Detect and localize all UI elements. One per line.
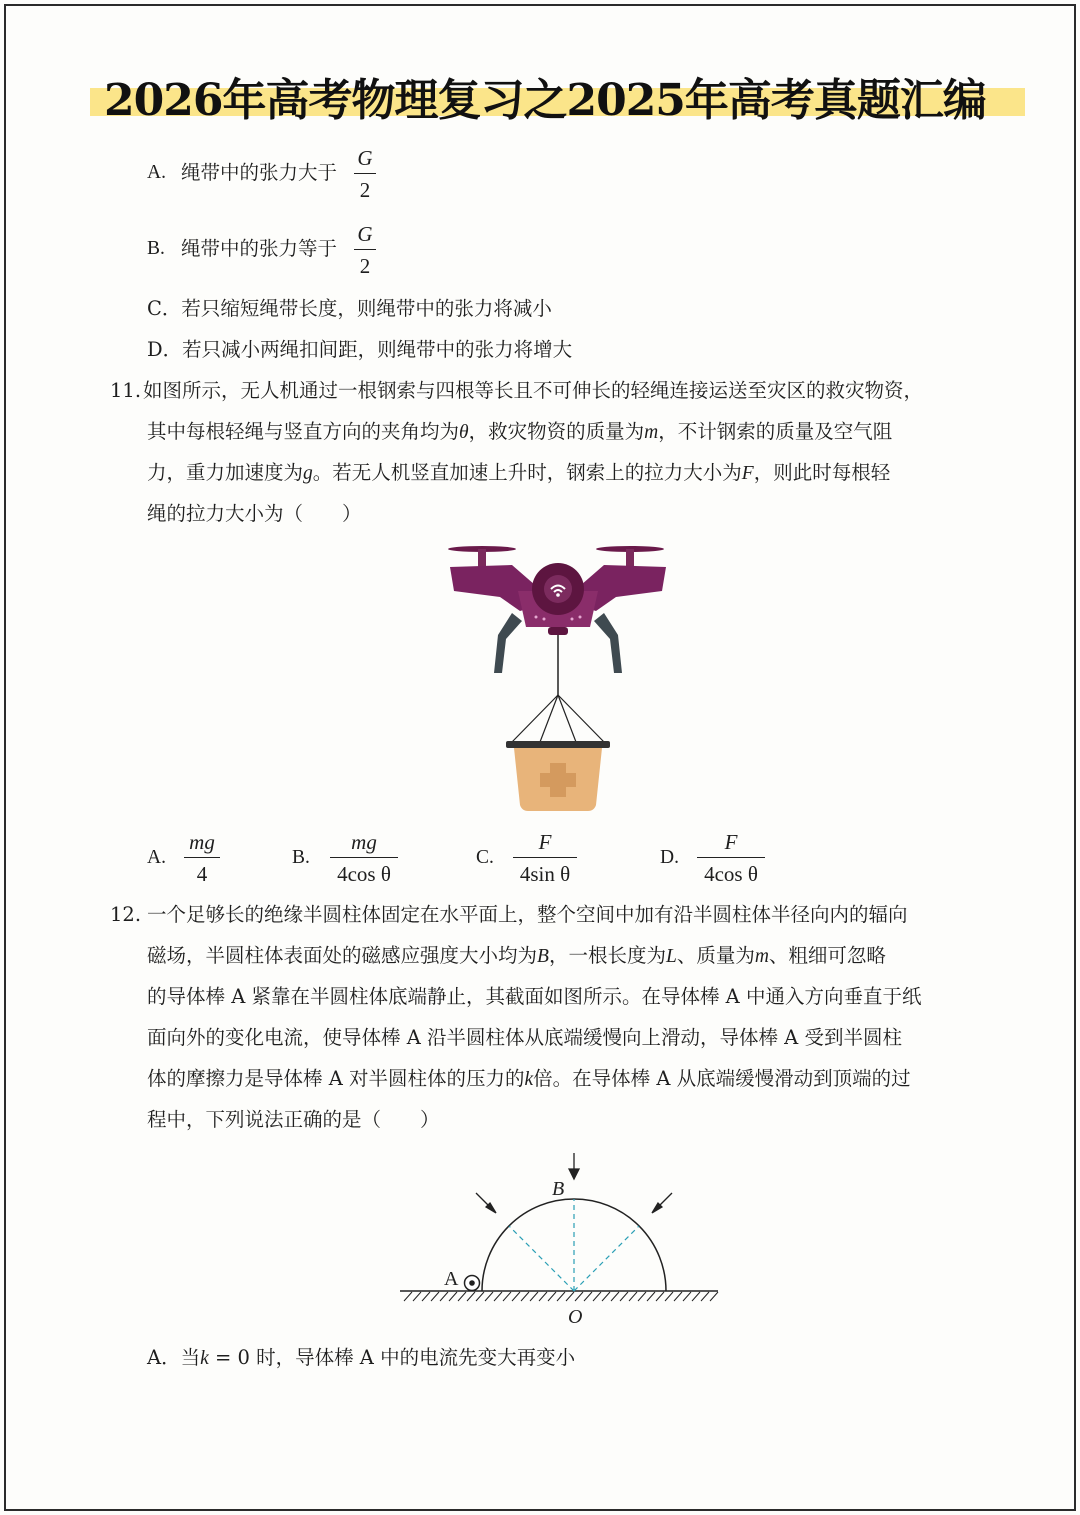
q11-line-3 (147, 461, 890, 486)
q11-option-d-fraction (697, 830, 765, 886)
fraction-numerator: F (724, 830, 738, 854)
q10-option-b-text: 绳带中的张力等于 (181, 237, 338, 260)
fraction-numerator: F (538, 830, 552, 854)
var-F: F (741, 463, 754, 484)
var-g: g (303, 463, 313, 484)
text-span: 其中每根轻绳与竖直方向的夹角均为 (147, 420, 460, 443)
text-span: ，救灾物资的质量为 (468, 420, 645, 443)
var-m: m (644, 422, 659, 443)
text-span: 倍。在导体棒 A 从底端缓慢滑动到顶端的过 (533, 1067, 911, 1090)
fraction-denominator: 4 (196, 862, 208, 886)
text-span: 、质量为 (676, 944, 755, 967)
fraction-bar (697, 857, 765, 858)
q11-number: 11. (110, 379, 142, 402)
text-span: A．当 (147, 1346, 201, 1369)
label-a: A (444, 1268, 459, 1290)
text-span: ，不计钢索的质量及空气阻 (658, 420, 893, 443)
fraction-numerator: mg (189, 830, 215, 854)
label-b: B (552, 1178, 565, 1200)
text-span: 力，重力加速度为 (147, 461, 304, 484)
var-B: B (537, 946, 549, 967)
q11-option-d-label: D. (660, 847, 679, 868)
q12-line-1: 一个足够长的绝缘半圆柱体固定在水平面上，整个空间中加有沿半圆柱体半径向内的辐向 (147, 903, 908, 926)
q12-line-5 (147, 1067, 911, 1092)
fraction-bar (354, 249, 376, 250)
text-span: ，一根长度为 (548, 944, 666, 967)
q10-option-a-fraction (354, 146, 376, 202)
q11-line-2 (147, 420, 892, 445)
q11-line-1: 如图所示，无人机通过一根钢索与四根等长且不可伸长的轻绳连接运送至灾区的救灾物资， (143, 379, 924, 402)
fraction-bar (354, 173, 376, 174)
fraction-numerator: G (357, 222, 373, 246)
q12-number: 12. (110, 903, 142, 926)
var-theta: θ (459, 422, 469, 443)
semicircle-figure (390, 1145, 730, 1335)
fraction-denominator: 2 (359, 178, 371, 202)
cargo-box-icon (506, 635, 610, 811)
q12-line-2 (147, 944, 886, 969)
q11-option-c-label: C. (476, 847, 494, 868)
q11-line-4: 绳的拉力大小为（ ） (147, 502, 362, 525)
label-o: O (568, 1306, 583, 1328)
fraction-numerator: G (357, 146, 373, 170)
q10-option-a-text: 绳带中的张力大于 (181, 161, 338, 184)
fraction-denominator: 4sin θ (519, 862, 571, 886)
text-span: ，则此时每根轻 (753, 461, 891, 484)
q10-option-b-label: B. (147, 238, 165, 259)
q11-option-b-label: B. (292, 847, 310, 868)
header (90, 62, 1025, 124)
text-span: 体的摩擦力是导体棒 A 对半圆柱体的压力的 (147, 1067, 525, 1090)
q11-option-b-fraction (330, 830, 398, 886)
fraction-bar (330, 857, 398, 858)
field-arrows (476, 1153, 672, 1213)
var-m: m (754, 946, 769, 967)
page-title: 2026年高考物理复习之2025年高考真题汇编 (104, 75, 986, 126)
var-k: k (200, 1348, 209, 1369)
q11-option-a-fraction (184, 830, 220, 886)
text-span: 、粗细可忽略 (768, 944, 886, 967)
var-k: k (524, 1069, 534, 1090)
q11-option-a-label: A. (147, 847, 166, 868)
var-L: L (665, 946, 677, 967)
fraction-numerator: mg (351, 830, 377, 854)
q10-option-a-label: A. (147, 162, 166, 183)
fraction-denominator: 4cos θ (704, 862, 758, 886)
q10-option-b-fraction (354, 222, 376, 278)
drone-icon (448, 546, 666, 673)
drone-figure (440, 535, 680, 815)
fraction-denominator: 4cos θ (337, 862, 391, 886)
q12-line-6: 程中，下列说法正确的是（ ） (147, 1108, 440, 1131)
text-span: 。若无人机竖直加速上升时，钢索上的拉力大小为 (312, 461, 742, 484)
q12-line-4: 面向外的变化电流，使导体棒 A 沿半圆柱体从底端缓慢向上滑动，导体棒 A 受到半圆柱 (147, 1026, 902, 1049)
q11-option-c-fraction (513, 830, 577, 886)
q10-option-d: D．若只减小两绳扣间距，则绳带中的张力将增大 (147, 338, 573, 361)
fraction-bar (184, 857, 220, 858)
q12-option-a (147, 1346, 575, 1371)
radius-dashed-lines (509, 1199, 639, 1291)
current-out-dot-icon (469, 1280, 475, 1286)
text-span: 磁场，半圆柱体表面处的磁感应强度大小均为 (147, 944, 538, 967)
q10-option-c: C．若只缩短绳带长度，则绳带中的张力将减小 (147, 297, 552, 320)
fraction-bar (513, 857, 577, 858)
q12-line-3: 的导体棒 A 紧靠在半圆柱体底端静止，其截面如图所示。在导体棒 A 中通入方向垂直于纸 (147, 985, 922, 1008)
fraction-denominator: 2 (359, 254, 371, 278)
text-span: = 0 时，导体棒 A 中的电流先变大再变小 (208, 1346, 576, 1369)
ground-hatching (400, 1291, 718, 1301)
